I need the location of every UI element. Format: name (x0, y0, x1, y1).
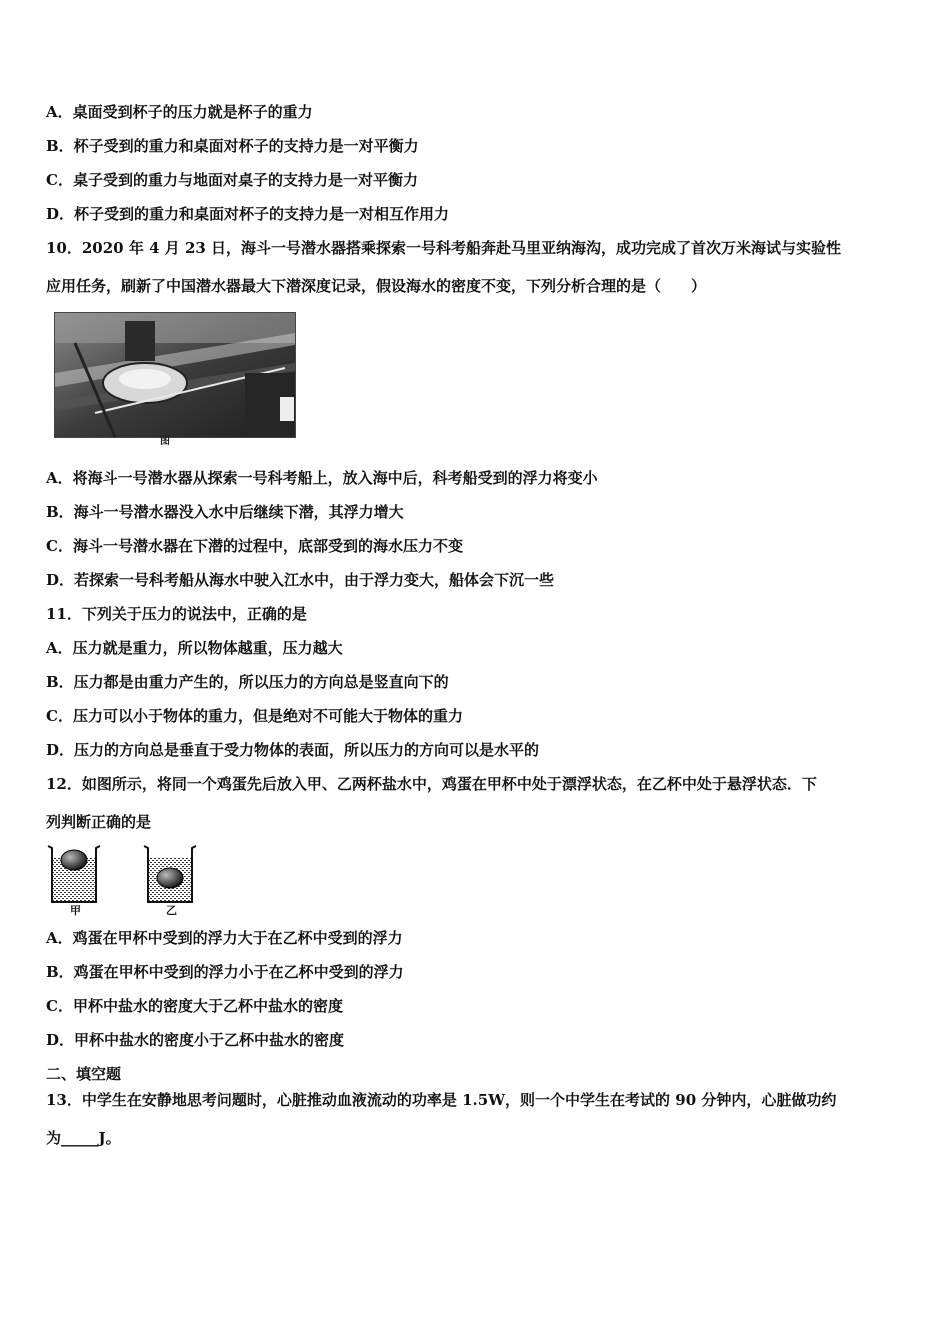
q12-option-b: B．鸡蛋在甲杯中受到的浮力小于在乙杯中受到的浮力 (46, 963, 404, 981)
q12-stem-line1: 12．如图所示，将同一个鸡蛋先后放入甲、乙两杯盐水中，鸡蛋在甲杯中处于漂浮状态，在乙杯中处于悬浮状态．下 (46, 775, 817, 793)
beaker-label-jia: 甲 (70, 904, 81, 917)
q9-option-d: D．杯子受到的重力和桌面对杯子的支持力是一对相互作用力 (46, 205, 450, 223)
q9-option-b: B．杯子受到的重力和桌面对杯子的支持力是一对平衡力 (46, 137, 419, 155)
q12-stem-line2: 列判断正确的是 (46, 813, 152, 831)
submersible-photo-graphic (55, 313, 295, 437)
q11-option-c: C．压力可以小于物体的重力，但是绝对不可能大于物体的重力 (46, 707, 463, 725)
q10-option-d: D．若探索一号科考船从海水中驶入江水中，由于浮力变大，船体会下沉一些 (46, 571, 555, 589)
q9-option-c: C．桌子受到的重力与地面对桌子的支持力是一对平衡力 (46, 171, 418, 189)
q9-option-a: A．桌面受到杯子的压力就是杯子的重力 (46, 103, 313, 121)
q12-option-c: C．甲杯中盐水的密度大于乙杯中盐水的密度 (46, 997, 343, 1015)
beaker-jia (48, 846, 100, 902)
q10-option-c: C．海斗一号潜水器在下潜的过程中，底部受到的海水压力不变 (46, 537, 463, 555)
q10-stem-line1: 10．2020 年 4 月 23 日，海斗一号潜水器搭乘探索一号科考船奔赴马里亚纳海沟，成功完成了首次万米海试与实验性 (46, 239, 842, 257)
q10-option-a: A．将海斗一号潜水器从探索一号科考船上，放入海中后，科考船受到的浮力将变小 (46, 469, 598, 487)
q10-option-b: B．海斗一号潜水器没入水中后继续下潜，其浮力增大 (46, 503, 404, 521)
q12-option-a: A．鸡蛋在甲杯中受到的浮力大于在乙杯中受到的浮力 (46, 929, 403, 947)
q12-option-d: D．甲杯中盐水的密度小于乙杯中盐水的密度 (46, 1031, 345, 1049)
q11-option-b: B．压力都是由重力产生的，所以压力的方向总是竖直向下的 (46, 673, 449, 691)
q11-option-d: D．压力的方向总是垂直于受力物体的表面，所以压力的方向可以是水平的 (46, 741, 540, 759)
submersible-photo (54, 312, 296, 438)
section-heading: 二、填空题 (46, 1065, 122, 1083)
photo-caption: 图 (160, 436, 170, 447)
beaker-label-yi: 乙 (166, 904, 177, 917)
q10-stem-line2: 应用任务，刷新了中国潜水器最大下潜深度记录，假设海水的密度不变，下列分析合理的是（ ） (46, 277, 707, 295)
q11-stem: 11．下列关于压力的说法中，正确的是 (46, 605, 307, 623)
q13-stem-line1: 13．中学生在安静地思考问题时，心脏推动血液流动的功率是 1.5W，则一个中学生在考试的 90 分钟内，心脏做功约 (46, 1091, 837, 1109)
beaker-yi (144, 846, 196, 902)
q13-stem-line2: 为_____J。 (46, 1129, 121, 1147)
beaker-diagram (46, 842, 206, 922)
q11-option-a: A．压力就是重力，所以物体越重，压力越大 (46, 639, 343, 657)
